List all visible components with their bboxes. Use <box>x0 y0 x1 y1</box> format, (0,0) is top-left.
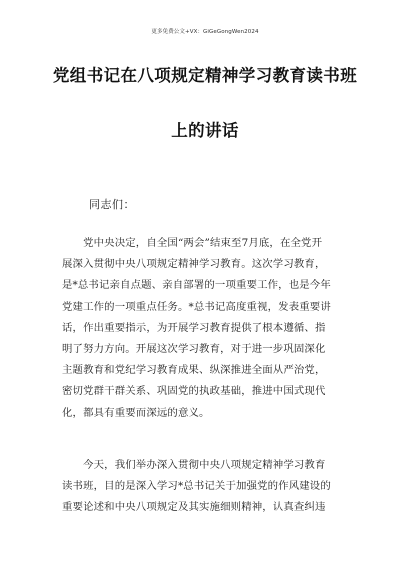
salutation: 同志们： <box>89 198 135 211</box>
paragraph-line: 党建工作的一项重点任务。*总书记高度重视，发表重要讲 <box>62 300 331 313</box>
paragraph-line: 重要论述和中央八项规定及其实施细则精神，认真查纠违 <box>62 501 326 514</box>
paragraph-1 <box>62 233 352 424</box>
paragraph-line: 话，作出重要指示，为开展学习教育提供了根本遵循、指 <box>62 321 326 334</box>
paragraph-line: 读书班，目的是深入学习*总书记关于加强党的作风建设的 <box>62 480 331 493</box>
document-title-line-1: 党组书记在八项规定精神学习教育读书班 <box>52 66 358 85</box>
paragraph-line: 是*总书记亲自点题、亲自部署的一项重要工作，也是今年 <box>62 279 331 292</box>
paragraph-line: 明了努力方向。开展这次学习教育，对于进一步巩固深化 <box>62 343 326 356</box>
paragraph-line: 主题教育和党纪学习教育成果、纵深推进全面从严治党， <box>62 364 326 377</box>
paragraph-line: 密切党群干群关系、巩固党的执政基础，推进中国式现代 <box>62 385 326 398</box>
header-note: 更多免费公文+VX：GiGeGongWen2024 <box>151 29 259 35</box>
paragraph-line: 化，都具有重要而深远的意义。 <box>62 406 210 419</box>
paragraph-line: 今天，我们举办深入贯彻中央八项规定精神学习教育 <box>62 459 326 471</box>
paragraph-2 <box>62 455 352 519</box>
paragraph-line: 党中央决定，自全国“两会”结束至7月底，在全党开 <box>62 237 323 249</box>
paragraph-line: 展深入贯彻中央八项规定精神学习教育。这次学习教育， <box>62 258 326 271</box>
document-title-line-2: 上的讲话 <box>171 121 239 140</box>
